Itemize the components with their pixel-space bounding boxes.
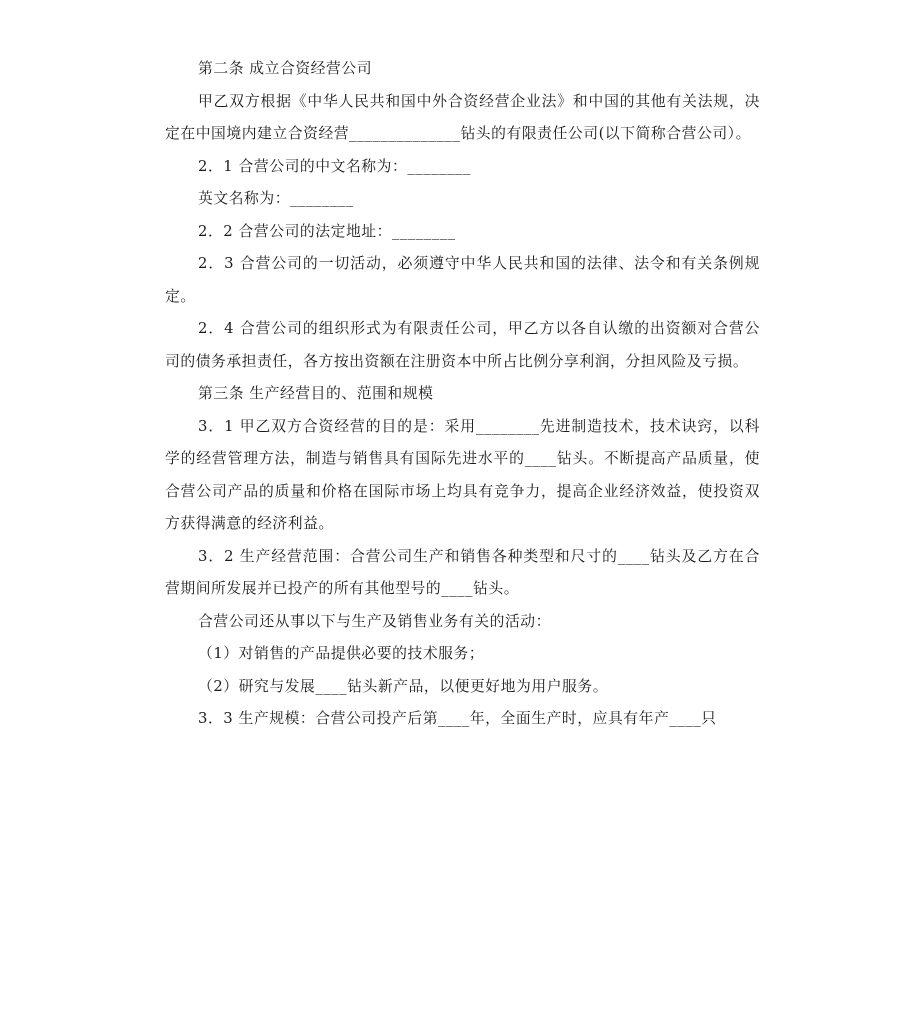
article3-heading: 第三条 生产经营目的、范围和规模 <box>198 385 434 402</box>
clause-3-2-additional: 合营公司还从事以下与生产及销售业务有关的活动： <box>198 612 551 630</box>
clause-3-2: 3．2 生产经营范围：合营公司生产和销售各种类型和尺寸的____钻头及乙方在合营期间所发展并已投产的所有其他型号的____钻头。 <box>165 547 761 597</box>
clause-3-1: 3．1 甲乙双方合资经营的目的是：采用________先进制造技术，技术诀窍，以科学的经营管理方法，制造与销售具有国际先进水平的____钻头。不断提高产品质量，使合营公司产品的质量和价格在国际市场上均具有竞争力，提高企业经济效益，使投资双方获得满意的经济利益。 <box>165 417 760 532</box>
clause-2-4: 2．4 合营公司的组织形式为有限责任公司，甲乙方以各自认缴的出资额对合营公司的债务承担责任，各方按出资额在注册资本中所占比例分享利润，分担风险及亏损。 <box>165 320 760 370</box>
clause-2-1: 2．1 合营公司的中文名称为：________ <box>198 157 471 175</box>
document-body <box>165 53 760 736</box>
list-item: （1）对销售的产品提供必要的技术服务； <box>198 645 485 662</box>
clause-3-3: 3．3 生产规模：合营公司投产后第____年，全面生产时，应具有年产____只 <box>198 710 717 727</box>
clause-2-2: 2．2 合营公司的法定地址：________ <box>198 222 456 240</box>
clause-2-3: 2．3 合营公司的一切活动，必须遵守中华人民共和国的法律、法令和有关条例规定。 <box>165 255 760 305</box>
article2-heading: 第二条 成立合资经营公司 <box>198 60 373 77</box>
article2-intro: 甲乙双方根据《中华人民共和国中外合资经营企业法》和中国的其他有关法规，决定在中国境内建立合资经营______________钻头的有限责任公司(以下简称合营公司）。 <box>165 92 760 142</box>
clause-2-1-english-name: 英文名称为：________ <box>198 190 354 207</box>
list-item: （2）研究与发展____钻头新产品，以便更好地为用户服务。 <box>198 677 609 695</box>
